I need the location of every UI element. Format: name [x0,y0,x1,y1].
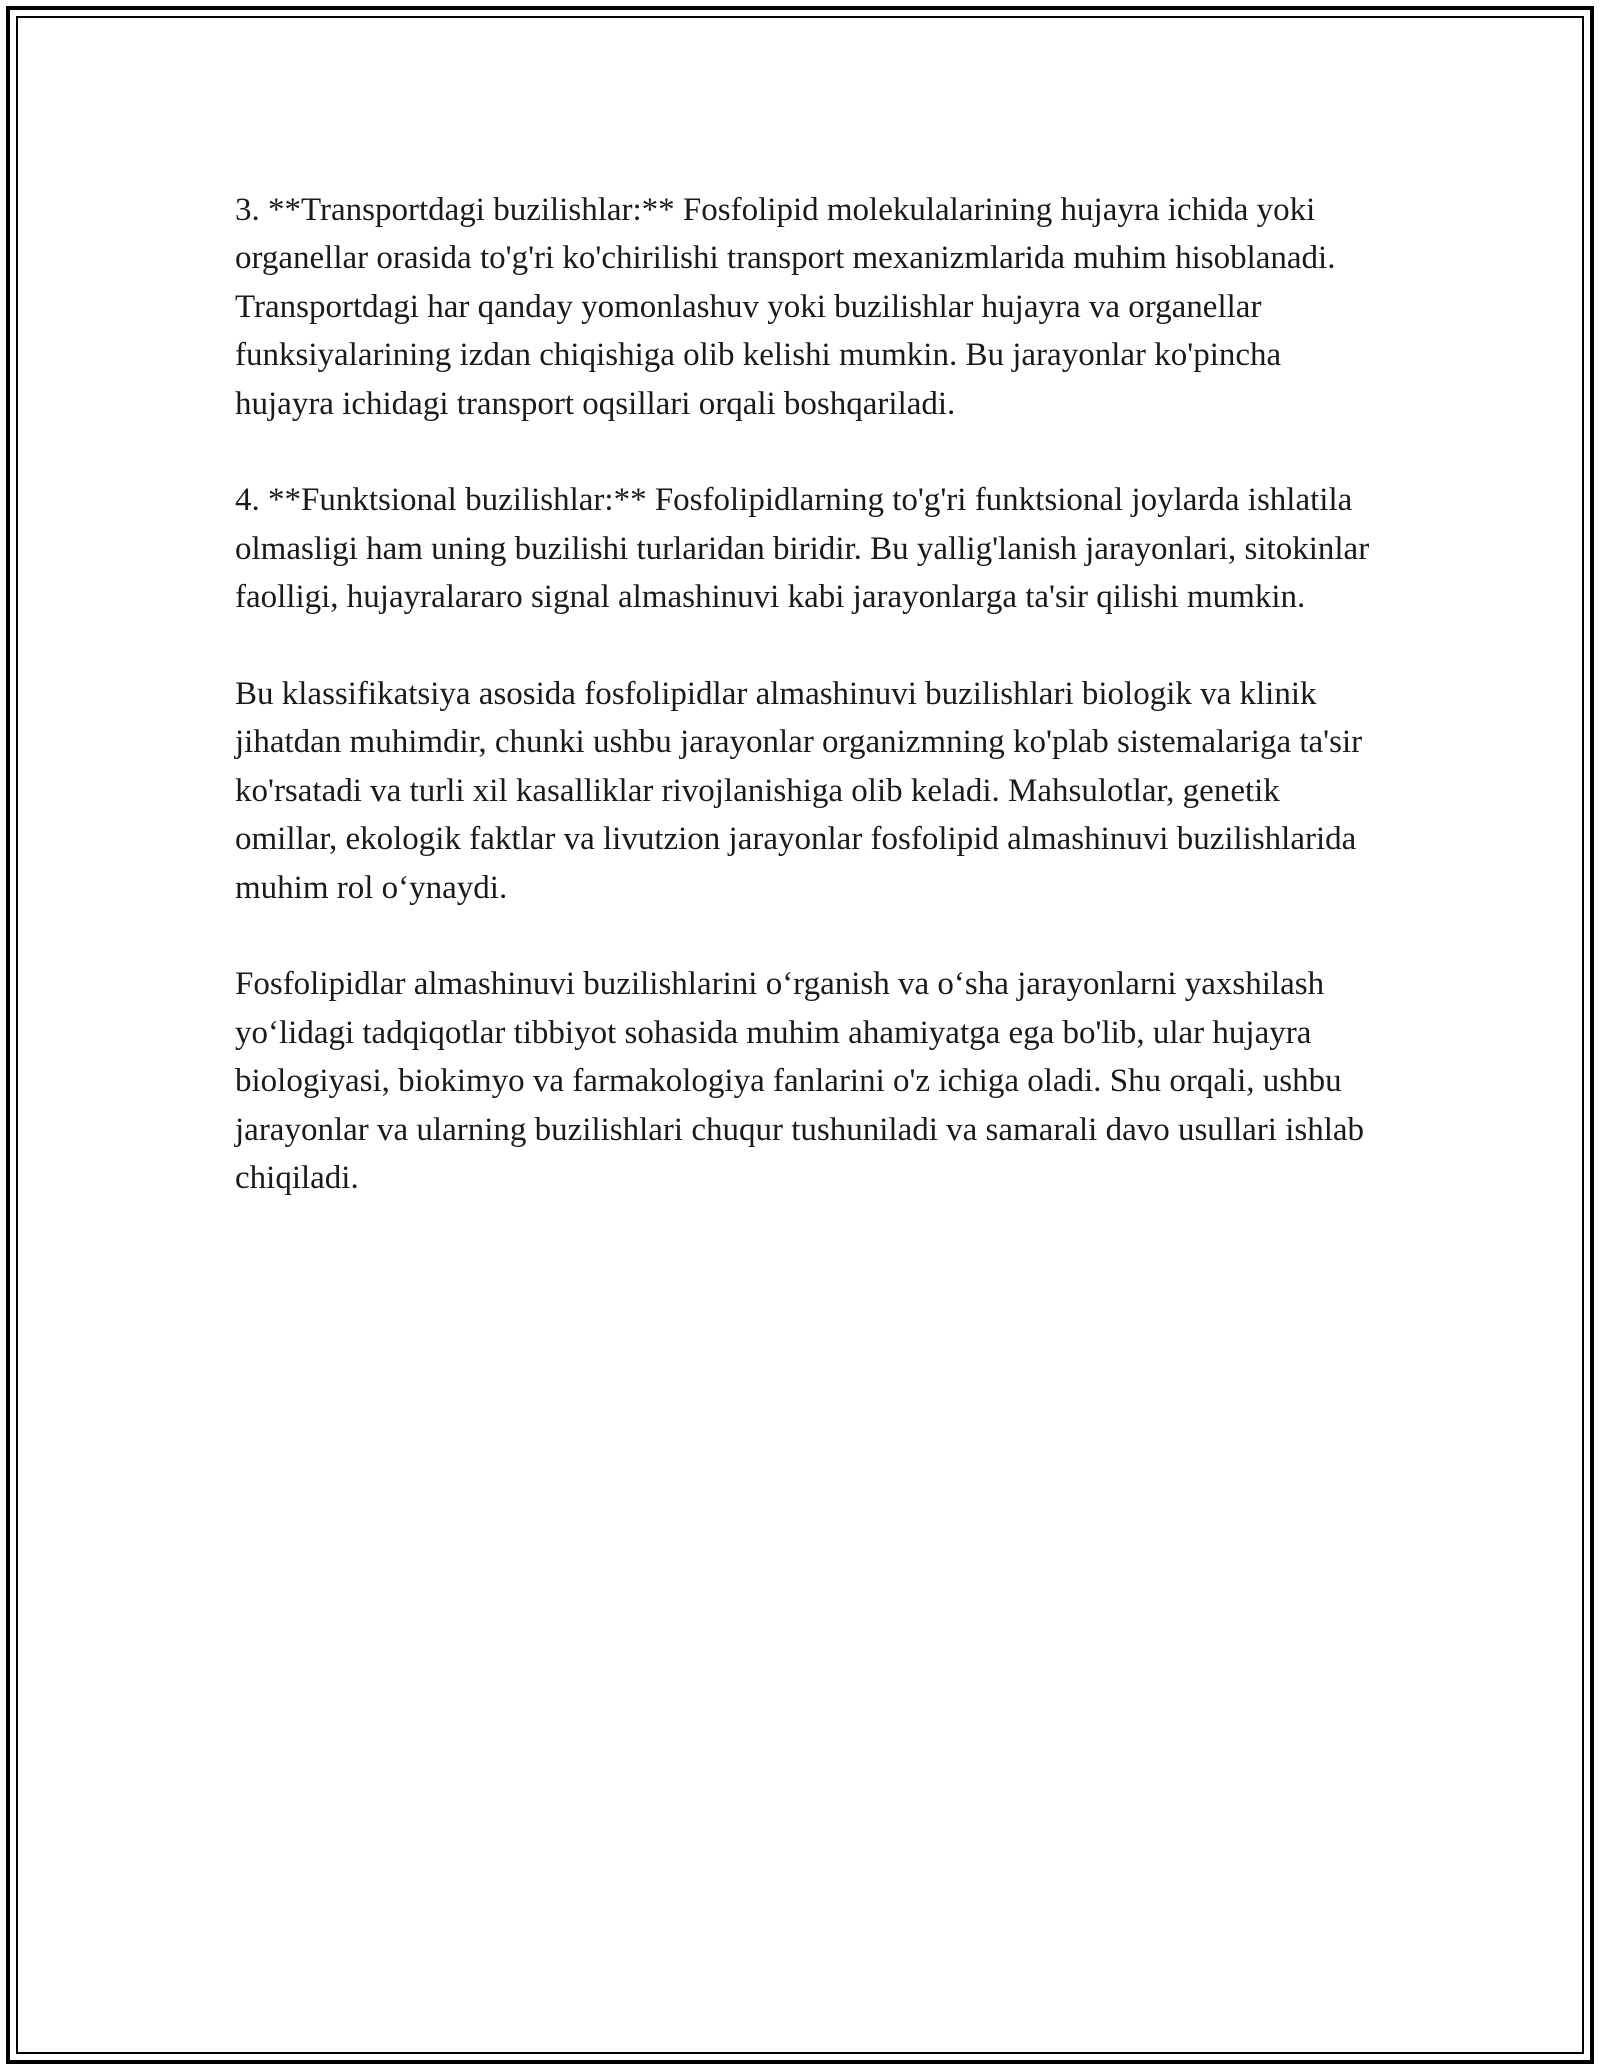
document-body [235,186,1385,1251]
paragraph-classification-summary: Bu klassifikatsiya asosida fosfolipidlar almashinuvi buzilishlari biologik va klinik jihatdan muhimdir, chunki ushbu jarayonlar organizmning ko'plab sistemalariga ta'sir ko'rsatadi va turli xil kasalliklar rivojlanishiga olib keladi. Mahsulotlar, genetik omillar, ekologik faktlar va livutzion jarayonlar fosfolipid almashinuvi buzilishlarida muhim rol oʻynaydi. [235,676,1363,906]
paragraph-functional-disorders: 4. **Funktsional buzilishlar:** Fosfolipidlarning to'g'ri funktsional joylarda ishlatila olmasligi ham uning buzilishi turlaridan biridir. Bu yallig'lanish jarayonlari, sitokinlar faolligi, hujayralararo signal almashinuvi kabi jarayonlarga ta'sir qilishi mumkin. [235,482,1370,616]
paragraph-transport-disorders: 3. **Transportdagi buzilishlar:** Fosfolipid molekulalarining hujayra ichida yoki organellar orasida to'g'ri ko'chirilishi transport mexanizmlarida muhim hisoblanadi. Transportdagi har qanday yomonlashuv yoki buzilishlar hujayra va organellar funksiyalarining izdan chiqishiga olib kelishi mumkin. Bu jarayonlar ko'pincha hujayra ichidagi transport oqsillari orqali boshqariladi. [235,192,1336,422]
paragraph-research-conclusion: Fosfolipidlar almashinuvi buzilishlarini oʻrganish va oʻsha jarayonlarni yaxshilash yoʻlidagi tadqiqotlar tibbiyot sohasida muhim ahamiyatga ega bo'lib, ular hujayra biologiyasi, biokimyo va farmakologiya fanlarini o'z ichiga oladi. Shu orqali, ushbu jarayonlar va ularning buzilishlari chuqur tushuniladi va samarali davo usullari ishlab chiqiladi. [235,966,1365,1197]
